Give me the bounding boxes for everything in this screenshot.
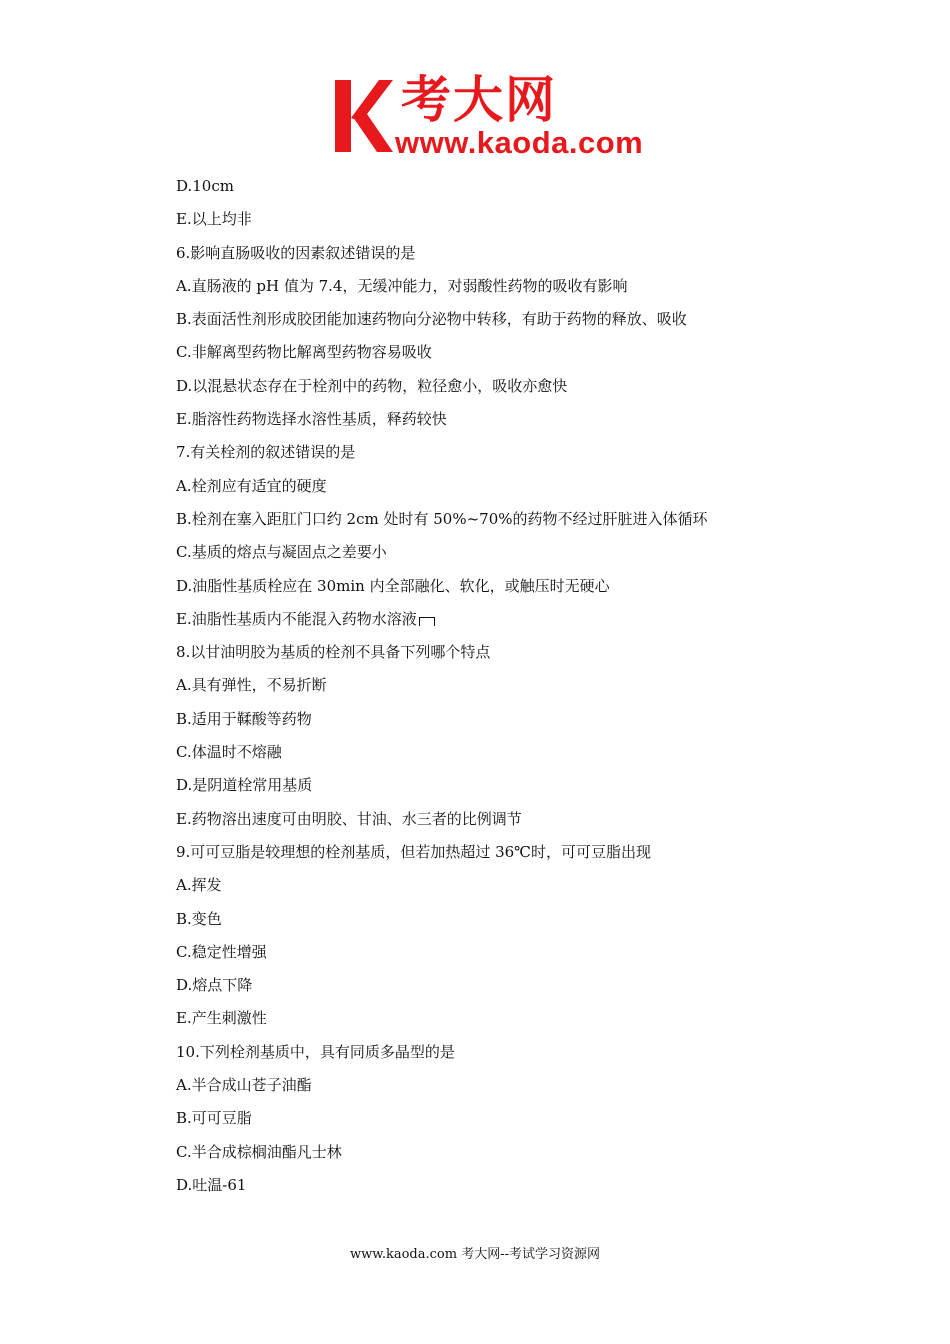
question-heading: 6.影响直肠吸收的因素叙述错误的是 xyxy=(176,243,416,262)
answer-option: C.稳定性增强 xyxy=(176,942,267,961)
question-heading: 9.可可豆脂是较理想的栓剂基质，但若加热超过 36℃时，可可豆脂出现 xyxy=(176,842,651,861)
answer-option: D.熔点下降 xyxy=(176,976,253,995)
answer-option: C.体温时不熔融 xyxy=(176,743,282,762)
answer-option: E.脂溶性药物选择水溶性基质，释药较快 xyxy=(176,410,447,429)
answer-option: A.直肠液的 pH 值为 7.4，无缓冲能力，对弱酸性药物的吸收有影响 xyxy=(176,276,628,295)
answer-option: B.栓剂在塞入距肛门口约 2cm 处时有 50%~70%的药物不经过肝脏进入体循环 xyxy=(176,509,708,528)
kaoda-logo[interactable] xyxy=(333,71,653,160)
answer-option: D.是阴道栓常用基质 xyxy=(176,776,313,795)
answer-option: A.挥发 xyxy=(176,876,222,895)
answer-option-text: E.油脂性基质内不能混入药物水溶液 xyxy=(176,609,417,628)
answer-option-with-mark xyxy=(176,603,816,636)
answer-option: D.油脂性基质栓应在 30min 内全部融化、软化，或触压时无硬心 xyxy=(176,576,610,595)
answer-option: A.栓剂应有适宜的硬度 xyxy=(176,476,327,495)
answer-option: B.表面活性剂形成胶团能加速药物向分泌物中转移，有助于药物的释放、吸收 xyxy=(176,310,687,329)
answer-option: C.半合成棕榈油酯凡士林 xyxy=(176,1142,342,1161)
answer-option: B.适用于鞣酸等药物 xyxy=(176,709,312,728)
answer-option: C.基质的熔点与凝固点之差要小 xyxy=(176,543,387,562)
page-footer: www.kaoda.com 考大网--考试学习资源网 xyxy=(350,1247,600,1262)
answer-option: C.非解离型药物比解离型药物容易吸收 xyxy=(176,343,432,362)
logo-brand-name: 考大网 xyxy=(401,71,557,129)
question-content xyxy=(176,170,816,1202)
answer-option: D.吐温-61 xyxy=(176,1175,247,1194)
logo-brand-url: www.kaoda.com xyxy=(395,125,644,160)
answer-option: D.以混悬状态存在于栓剂中的药物，粒径愈小，吸收亦愈快 xyxy=(176,376,568,395)
answer-option: B.变色 xyxy=(176,909,222,928)
question-heading: 7.有关栓剂的叙述错误的是 xyxy=(176,443,356,462)
answer-option: A.半合成山苍子油酯 xyxy=(176,1076,312,1095)
text-line: E.以上均非 xyxy=(176,210,252,229)
bracket-mark-icon xyxy=(419,617,435,626)
answer-option: E.产生刺激性 xyxy=(176,1009,267,1028)
text-line: D.10cm xyxy=(176,177,234,195)
answer-option: B.可可豆脂 xyxy=(176,1109,252,1128)
question-heading: 10.下列栓剂基质中，具有同质多晶型的是 xyxy=(176,1042,455,1061)
question-heading: 8.以甘油明胶为基质的栓剂不具备下列哪个特点 xyxy=(176,643,491,662)
answer-option: A.具有弹性，不易折断 xyxy=(176,676,327,695)
answer-option: E.药物溶出速度可由明胶、甘油、水三者的比例调节 xyxy=(176,809,522,828)
k-letter-logo-icon xyxy=(333,78,393,154)
